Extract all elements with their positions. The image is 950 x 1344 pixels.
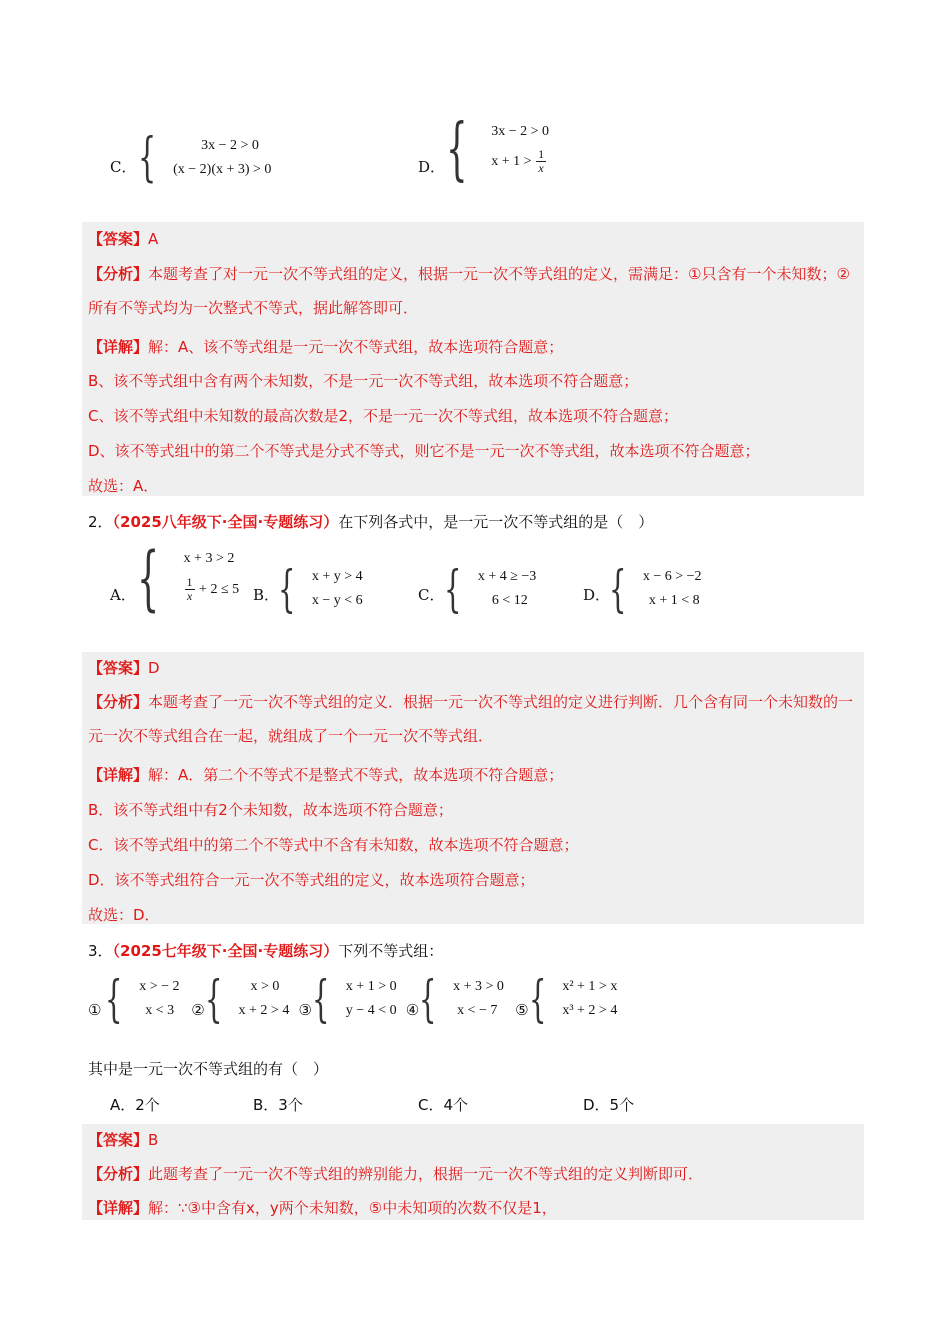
q2-b-line1: x + y > 4 — [311, 569, 363, 584]
q2-detail-line4: D．该不等式组符合一元一次不等式组的定义，故本选项符合题意； — [88, 871, 535, 889]
brace-icon: { — [105, 970, 123, 1028]
q3-s3-line2: y − 4 < 0 — [345, 1003, 397, 1018]
q3-s3-mark: ③ — [298, 1001, 312, 1019]
q1-detail-line4: D、该不等式组中的第二个不等式是分式不等式，则它不是一元一次不等式组，故本选项不符合题意； — [88, 442, 760, 460]
q1-option-c-label[interactable]: C． — [110, 158, 137, 176]
brace-icon: { — [419, 970, 437, 1028]
brace-icon: { — [446, 110, 468, 189]
q1-d-line1: 3x − 2 > 0 — [491, 124, 550, 139]
q3-s4-line2: x < − 7 — [457, 1003, 498, 1018]
brace-icon: { — [528, 970, 547, 1028]
q2-analysis: 【分析】本题考查了一元一次不等式组的定义．根据一元一次不等式组的定义进行判断．几个含有同一个未知数的一元一次不等式组合在一起，就组成了一个一元一次不等式组． — [88, 693, 854, 745]
q1-detail-line1: 【详解】解：A、该不等式组是一元一次不等式组，故本选项符合题意； — [88, 338, 564, 356]
q1-c-line2: (x − 2)(x + 3) > 0 — [173, 162, 272, 177]
q3-option-d[interactable]: D．5个 — [583, 1096, 635, 1114]
q2-detail-line5: 故选：D． — [88, 906, 160, 924]
q3-option-b[interactable]: B．3个 — [253, 1096, 303, 1114]
q1-d-line2-prefix: x + 1 > — [491, 154, 532, 169]
q3-option-c[interactable]: C．4个 — [418, 1096, 469, 1114]
q3-question: 其中是一元一次不等式组的有（ ） — [88, 1060, 329, 1078]
q2-option-c-label[interactable]: C． — [418, 586, 445, 604]
q1-c-line1: 3x − 2 > 0 — [201, 138, 259, 153]
q2-option-c-system — [444, 560, 537, 618]
q3-detail-line1: 【详解】解：∵③中含有x，y两个未知数，⑤中未知项的次数不仅是1， — [88, 1199, 557, 1217]
q2-option-a-system — [137, 537, 240, 619]
q3-s4-line1: x + 3 > 0 — [453, 979, 504, 994]
q3-s3-line1: x + 1 > 0 — [345, 979, 397, 994]
q3-s2-mark: ② — [191, 1001, 205, 1019]
q2-d-line2: x + 1 < 8 — [648, 593, 700, 608]
q3-option-a[interactable]: A．2个 — [110, 1096, 160, 1114]
q2-option-d-system — [609, 560, 702, 618]
brace-icon: { — [311, 970, 330, 1028]
q2-option-b-system — [278, 560, 363, 618]
q3-answer-box — [82, 1124, 864, 1220]
q3-s1-line1: x > − 2 — [139, 979, 180, 994]
q2-source: （2025八年级下·全国·专题练习） — [112, 513, 339, 531]
q3-s5-mark: ⑤ — [515, 1001, 529, 1019]
brace-icon: { — [444, 560, 462, 618]
q2-option-a-label[interactable]: A． — [110, 586, 136, 604]
q3-s1-line2: x < 3 — [145, 1003, 175, 1018]
q3-s1-mark: ① — [88, 1001, 102, 1019]
q2-detail-line1: 【详解】解：A．第二个不等式不是整式不等式，故本选项不符合题意； — [88, 766, 564, 784]
q2-answer-line: 【答案】D — [88, 659, 160, 677]
q2-detail-line3: C．该不等式组中的第二个不等式中不含有未知数，故本选项不符合题意； — [88, 836, 579, 854]
q1-detail-line3: C、该不等式组中未知数的最高次数是2，不是一元一次不等式组，故本选项不符合题意； — [88, 407, 679, 425]
q2-c-line1: x + 4 ≥ −3 — [477, 569, 537, 584]
q1-answer-line: 【答案】A — [88, 230, 159, 248]
q1-option-d-label[interactable]: D． — [418, 158, 446, 176]
brace-icon: { — [138, 128, 157, 188]
q3-s4-mark: ④ — [405, 1001, 420, 1019]
q3-s2-line2: x + 2 > 4 — [238, 1003, 290, 1018]
q2-a-line2-suffix: + 2 ≤ 5 — [199, 582, 240, 597]
q3-s5-line1: x² + 1 > x — [562, 979, 618, 994]
q3-systems-row — [88, 970, 618, 1028]
q3-s2-line1: x > 0 — [250, 979, 280, 994]
q2-option-d-label[interactable]: D． — [583, 586, 611, 604]
q1-option-c-system — [138, 128, 272, 188]
q2-stem: 2．（2025八年级下·全国·专题练习）在下列各式中，是一元一次不等式组的是（ ） — [88, 513, 654, 531]
q3-answer-line: 【答案】B — [88, 1131, 159, 1149]
q1-d-fraction: $\frac{1}{x}$ — [538, 147, 545, 176]
q1-answer-box — [82, 222, 864, 496]
q2-c-line2: 6 < 12 — [491, 593, 528, 608]
brace-icon: { — [278, 560, 296, 618]
q1-detail-line5: 故选：A． — [88, 477, 159, 495]
brace-icon: { — [609, 560, 627, 618]
q3-s5-line2: x³ + 2 > 4 — [562, 1003, 618, 1018]
q1-analysis: 【分析】本题考查了对一元一次不等式组的定义，根据一元一次不等式组的定义，需满足：①只含有一个未知数；②所有不等式均为一次整式不等式，据此解答即可． — [88, 265, 850, 317]
q3-analysis: 【分析】此题考查了一元一次不等式组的辨别能力，根据一元一次不等式组的定义判断即可． — [88, 1165, 704, 1183]
q2-detail-line2: B．该不等式组中有2个未知数，故本选项不符合题意； — [88, 801, 453, 819]
q2-a-fraction: $\frac{1}{x}$ — [186, 575, 193, 604]
brace-icon: { — [137, 537, 160, 619]
q2-option-b-label[interactable]: B． — [253, 586, 280, 604]
q2-answer-box — [82, 652, 864, 924]
brace-icon: { — [204, 970, 223, 1028]
q1-option-d-system — [446, 110, 550, 189]
q2-d-line1: x − 6 > −2 — [642, 569, 702, 584]
q3-source: （2025七年级下·全国·专题练习） — [112, 942, 339, 960]
q2-b-line2: x − y < 6 — [311, 593, 363, 608]
q3-stem: 3．（2025七年级下·全国·专题练习）下列不等式组： — [88, 942, 444, 960]
q1-detail-line2: B、该不等式组中含有两个未知数，不是一元一次不等式组，故本选项不符合题意； — [88, 372, 639, 390]
q2-a-line1: x + 3 > 2 — [183, 551, 235, 566]
